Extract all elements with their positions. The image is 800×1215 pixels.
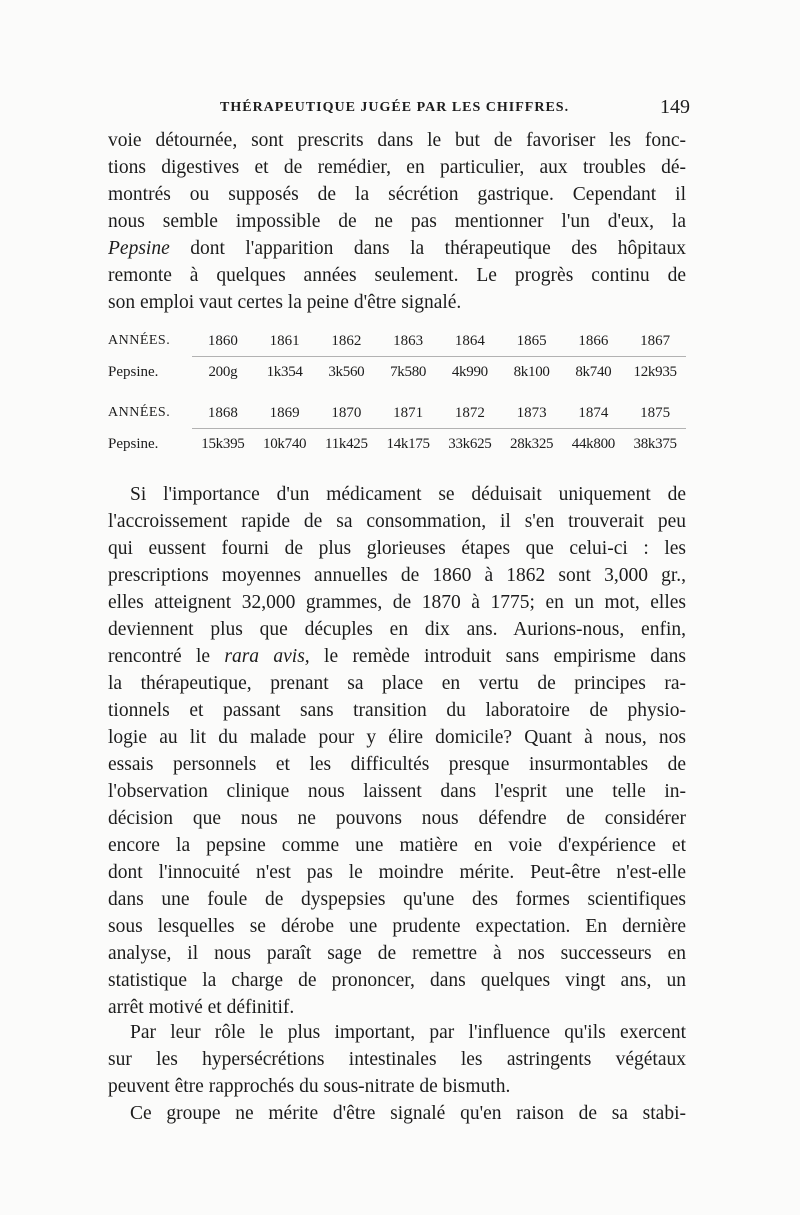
value-cell: 12k935 xyxy=(633,364,677,380)
value-cell: 8k100 xyxy=(513,364,550,380)
table-row-pepsine xyxy=(108,429,686,459)
value-cell: 1k354 xyxy=(266,364,303,380)
value-cell: 3k560 xyxy=(328,364,365,380)
value-cell: 14k175 xyxy=(386,436,430,452)
text-line: Par leur rôle le plus important, par l'influence qu'ils exercent xyxy=(130,1022,686,1043)
value-cell: 200g xyxy=(208,364,238,380)
text-line: prescriptions moyennes annuelles de 1860 à 1862 sont 3,000 gr., xyxy=(108,565,686,586)
row-label: Pepsine. xyxy=(108,436,159,452)
text-line: dans une foule de dyspepsies qu'une des formes scientifiques xyxy=(108,889,686,910)
text-line: statistique la charge de prononcer, dans quelques vingt ans, un xyxy=(108,970,686,991)
year-cell: 1869 xyxy=(269,405,300,421)
text-line: nous semble impossible de ne pas mentionner l'un d'eux, la xyxy=(108,211,686,232)
row-label: ANNÉES. xyxy=(108,405,171,420)
year-cell: 1870 xyxy=(331,405,362,421)
value-cell: 10k740 xyxy=(263,436,307,452)
italic-term: rara avis, xyxy=(224,646,310,667)
text-line: logie au lit du malade pour y élire domicile? Quant à nous, nos xyxy=(108,727,686,748)
year-cell: 1871 xyxy=(393,405,424,421)
value-cell: 33k625 xyxy=(448,436,492,452)
value-cell: 8k740 xyxy=(575,364,612,380)
text-line: remonte à quelques années seulement. Le progrès continu de xyxy=(108,265,686,286)
text-fragment: rencontré le xyxy=(108,646,225,667)
text-line: Si l'importance d'un médicament se déduisait uniquement de xyxy=(130,484,686,505)
year-cell: 1863 xyxy=(393,333,424,349)
text-line: montrés ou supposés de la sécrétion gastrique. Cependant il xyxy=(108,184,686,205)
text-line: analyse, il nous paraît sage de remettre à nos successeurs en xyxy=(108,943,686,964)
text-line: tions digestives et de remédier, en particulier, aux troubles dé- xyxy=(108,157,686,178)
table-row-years xyxy=(108,326,686,356)
text-line: Ce groupe ne mérite d'être signalé qu'en raison de sa stabi- xyxy=(130,1103,686,1124)
value-cell: 4k990 xyxy=(451,364,488,380)
value-cell: 28k325 xyxy=(510,436,554,452)
text-line: essais personnels et les difficultés presque insurmontables de xyxy=(108,754,686,775)
year-cell: 1867 xyxy=(640,333,671,349)
text-line xyxy=(108,235,686,262)
text-line: sous lesquelles se dérobe une prudente expectation. En dernière xyxy=(108,916,686,937)
table-row-years xyxy=(108,398,686,428)
paragraph-2 xyxy=(108,481,686,1021)
text-line: peuvent être rapprochés du sous-nitrate de bismuth. xyxy=(108,1076,511,1097)
year-cell: 1874 xyxy=(578,405,609,421)
text-line: voie détournée, sont prescrits dans le but de favoriser les fonc- xyxy=(108,130,686,151)
table-divider xyxy=(192,356,686,357)
year-cell: 1860 xyxy=(207,333,238,349)
pepsine-table-1868-1875 xyxy=(108,398,686,459)
text-line: deviennent plus que décuples en dix ans. Aurions-nous, enfin, xyxy=(108,619,686,640)
year-cell: 1873 xyxy=(516,405,547,421)
text-line: décision que nous ne pouvons nous défendre de considérer xyxy=(108,808,686,829)
value-cell: 11k425 xyxy=(325,436,368,452)
year-cell: 1861 xyxy=(269,333,300,349)
page-number: 149 xyxy=(660,96,690,118)
year-cell: 1862 xyxy=(331,333,362,349)
value-cell: 15k395 xyxy=(201,436,245,452)
year-cell: 1864 xyxy=(454,333,485,349)
text-line: la thérapeutique, prenant sa place en vertu de principes ra- xyxy=(108,673,686,694)
value-cell: 7k580 xyxy=(390,364,427,380)
row-label: ANNÉES. xyxy=(108,333,171,348)
row-label: Pepsine. xyxy=(108,364,159,380)
year-cell: 1875 xyxy=(640,405,671,421)
table-divider xyxy=(192,428,686,429)
year-cell: 1868 xyxy=(207,405,238,421)
running-head xyxy=(100,96,690,124)
paragraph-1 xyxy=(108,127,686,316)
paragraph-4 xyxy=(108,1100,686,1127)
table-row-pepsine xyxy=(108,357,686,387)
text-fragment: dont l'apparition dans la thérapeutique des hôpitaux xyxy=(169,238,686,259)
running-title: THÉRAPEUTIQUE JUGÉE PAR LES CHIFFRES. xyxy=(220,100,570,115)
text-line: arrêt motivé et définitif. xyxy=(108,997,295,1018)
year-cell: 1865 xyxy=(516,333,547,349)
text-line: tionnels et passant sans transition du laboratoire de physio- xyxy=(108,700,686,721)
text-line: son emploi vaut certes la peine d'être signalé. xyxy=(108,292,462,313)
text-line: sur les hypersécrétions intestinales les astringents végétaux xyxy=(108,1049,686,1070)
text-line: encore la pepsine comme une matière en voie d'expérience et xyxy=(108,835,686,856)
text-line: elles atteignent 32,000 grammes, de 1870 à 1775; en un mot, elles xyxy=(108,592,686,613)
text-line: l'accroissement rapide de sa consommation, il s'en trouverait peu xyxy=(108,511,686,532)
text-line xyxy=(108,643,686,670)
pepsine-table-1860-1867 xyxy=(108,326,686,387)
value-cell: 38k375 xyxy=(633,436,677,452)
paragraph-3 xyxy=(108,1019,686,1100)
year-cell: 1872 xyxy=(454,405,485,421)
italic-term: Pepsine xyxy=(108,238,170,259)
text-fragment: le remède introduit sans empirisme dans xyxy=(309,646,686,667)
value-cell: 44k800 xyxy=(571,436,615,452)
text-line: qui eussent fourni de plus glorieuses étapes que celui-ci : les xyxy=(108,538,686,559)
text-line: dont l'innocuité n'est pas le moindre mérite. Peut-être n'est-elle xyxy=(108,862,686,883)
text-line: l'observation clinique nous laissent dans l'esprit une telle in- xyxy=(108,781,686,802)
year-cell: 1866 xyxy=(578,333,609,349)
